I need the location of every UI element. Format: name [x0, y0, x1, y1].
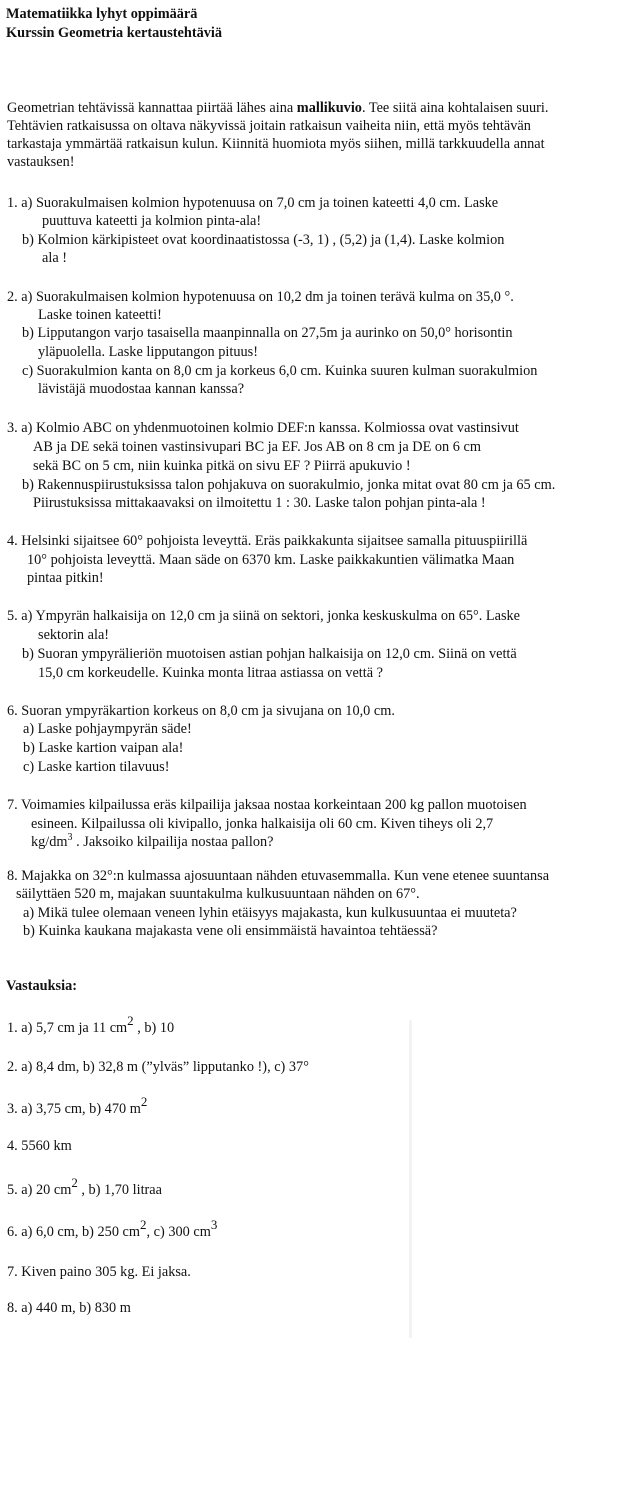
- intro-line-2: Tehtävien ratkaisussa on oltava näkyvissä joitain ratkaisun vaiheita niin, että myös tehtävän: [7, 118, 531, 134]
- document-subtitle: Kurssin Geometria kertaustehtäviä: [6, 25, 223, 41]
- task-1-line-3: b) Kolmion kärkipisteet ovat koordinaatistossa (-3, 1) , (5,2) ja (1,4). Laske kolmion: [22, 232, 505, 248]
- answer-5: 5. a) 20 $cm^2$ , b) 1,70 litraa: [7, 1175, 162, 1198]
- task-1-line-1: 1. a) Suorakulmaisen kolmion hypotenuusa on 7,0 cm ja toinen kateetti 4,0 cm. Laske: [7, 195, 499, 211]
- intro-line-1: Geometrian tehtävissä kannattaa piirtää lähes aina mallikuvio. Tee siitä aina kohtalaisen suuri.: [7, 100, 549, 116]
- task-2-line-1: 2. a) Suorakulmaisen kolmion hypotenuusa on 10,2 dm ja toinen terävä kulma on 35,0 °.: [7, 289, 514, 305]
- task-2-line-4: yläpuolella. Laske lipputangon pituus!: [38, 344, 258, 360]
- task-8-item-a: a) Mikä tulee olemaan veneen lyhin etäisyys majakasta, kun kulkusuuntaa ei muuteta?: [23, 905, 517, 921]
- task-7-line-2: esineen. Kilpailussa oli kivipallo, jonka halkaisija oli 60 cm. Kiven tiheys oli 2,7: [31, 816, 494, 832]
- task-4-line-2: 10° pohjoista leveyttä. Maan säde on 6370 km. Laske paikkakuntien välimatka Maan: [27, 552, 515, 568]
- task-2-line-2: Laske toinen kateetti!: [38, 307, 162, 323]
- task-5-line-2: sektorin ala!: [38, 627, 110, 643]
- intro-line-3: tarkastaja ymmärtää ratkaisun kulun. Kiinnitä huomiota myös siihen, millä tarkkuudella annat: [7, 136, 545, 152]
- task-3-line-2: AB ja DE sekä toinen vastinsivupari BC ja EF. Jos AB on 8 cm ja DE on 6 cm: [33, 439, 481, 455]
- task-2-line-3: b) Lipputangon varjo tasaisella maanpinnalla on 27,5m ja aurinko on 50,0° horisontin: [22, 325, 513, 341]
- task-5-line-3: b) Suoran ympyrälieriön muotoisen astian pohjan halkaisija on 12,0 cm. Siinä on vettä: [22, 646, 517, 662]
- task-8-item-b: b) Kuinka kaukana majakasta vene oli ensimmäistä havaintoa tehtäessä?: [23, 923, 438, 939]
- task-6-line-1: 6. Suoran ympyräkartion korkeus on 8,0 cm ja sivujana on 10,0 cm.: [7, 703, 395, 719]
- answers-heading: Vastauksia:: [6, 978, 77, 994]
- task-6-item-c: c) Laske kartion tilavuus!: [23, 759, 170, 775]
- task-4-line-1: 4. Helsinki sijaitsee 60° pohjoista leveyttä. Eräs paikkakunta sijaitsee samalla pituuspiirillä: [7, 533, 528, 549]
- answer-3: 3. a) 3,75 cm, b) 470 $m^2$: [7, 1094, 148, 1117]
- answer-4: 4. 5560 km: [7, 1138, 72, 1154]
- task-8-line-1: 8. Majakka on 32°:n kulmassa ajosuuntaan nähden etuvasemmalla. Kun vene etenee suuntansa: [7, 868, 550, 884]
- document-title: Matematiikka lyhyt oppimäärä: [6, 6, 198, 22]
- task-3-line-5: Piirustuksissa mittakaavaksi on ilmoitettu 1 : 30. Laske talon pohjan pinta-ala !: [33, 495, 486, 511]
- answer-6: 6. a) 6,0 cm, b) 250 $cm^2$, c) 300 $cm^3$: [7, 1217, 218, 1240]
- task-7-line-1: 7. Voimamies kilpailussa eräs kilpailija jaksaa nostaa korkeintaan 200 kg pallon muotoisen: [7, 797, 527, 813]
- task-3-line-1: 3. a) Kolmio ABC on yhdenmuotoinen kolmio DEF:n kanssa. Kolmiossa ovat vastinsivut: [7, 420, 519, 436]
- task-8-line-2: säilyttäen 520 m, majakan suuntakulma kulkusuuntaan nähden on 67°.: [16, 886, 420, 902]
- intro-emphasis: mallikuvio: [296, 100, 362, 116]
- answer-7: 7. Kiven paino 305 kg. Ei jaksa.: [7, 1264, 191, 1280]
- answer-1: 1. a) 5,7 cm ja 11 $cm^2$ , b) 10: [7, 1013, 175, 1036]
- task-3-line-3: sekä BC on 5 cm, niin kuinka pitkä on sivu EF ? Piirrä apukuvio !: [33, 458, 411, 474]
- task-5-line-1: 5. a) Ympyrän halkaisija on 12,0 cm ja siinä on sektori, jonka keskuskulma on 65°. Laske: [7, 608, 521, 624]
- task-6-item-b: b) Laske kartion vaipan ala!: [23, 740, 184, 756]
- page-divider: [409, 1020, 412, 1338]
- answer-8: 8. a) 440 m, b) 830 m: [7, 1300, 131, 1316]
- task-7-line-3: $kg/dm^3$ . Jaksoiko kilpailija nostaa pallon?: [31, 832, 274, 850]
- task-2-line-5: c) Suorakulmion kanta on 8,0 cm ja korkeus 6,0 cm. Kuinka suuren kulman suorakulmion: [22, 363, 538, 379]
- task-1-line-4: ala !: [42, 250, 67, 266]
- task-3-line-4: b) Rakennuspiirustuksissa talon pohjakuva on suorakulmio, jonka mitat ovat 80 cm ja 65 cm.: [22, 477, 556, 493]
- answer-2: 2. a) 8,4 dm, b) 32,8 m (”ylväs” lipputanko !), c) 37°: [7, 1059, 309, 1075]
- task-5-line-4: 15,0 cm korkeudelle. Kuinka monta litraa astiassa on vettä ?: [38, 665, 384, 681]
- intro-line-4: vastauksen!: [7, 154, 75, 170]
- task-2-line-6: lävistäjä muodostaa kannan kanssa?: [38, 381, 245, 397]
- task-6-item-a: a) Laske pohjaympyrän säde!: [23, 721, 192, 737]
- task-1-line-2: puuttuva kateetti ja kolmion pinta-ala!: [42, 213, 262, 229]
- task-4-line-3: pintaa pitkin!: [27, 570, 104, 586]
